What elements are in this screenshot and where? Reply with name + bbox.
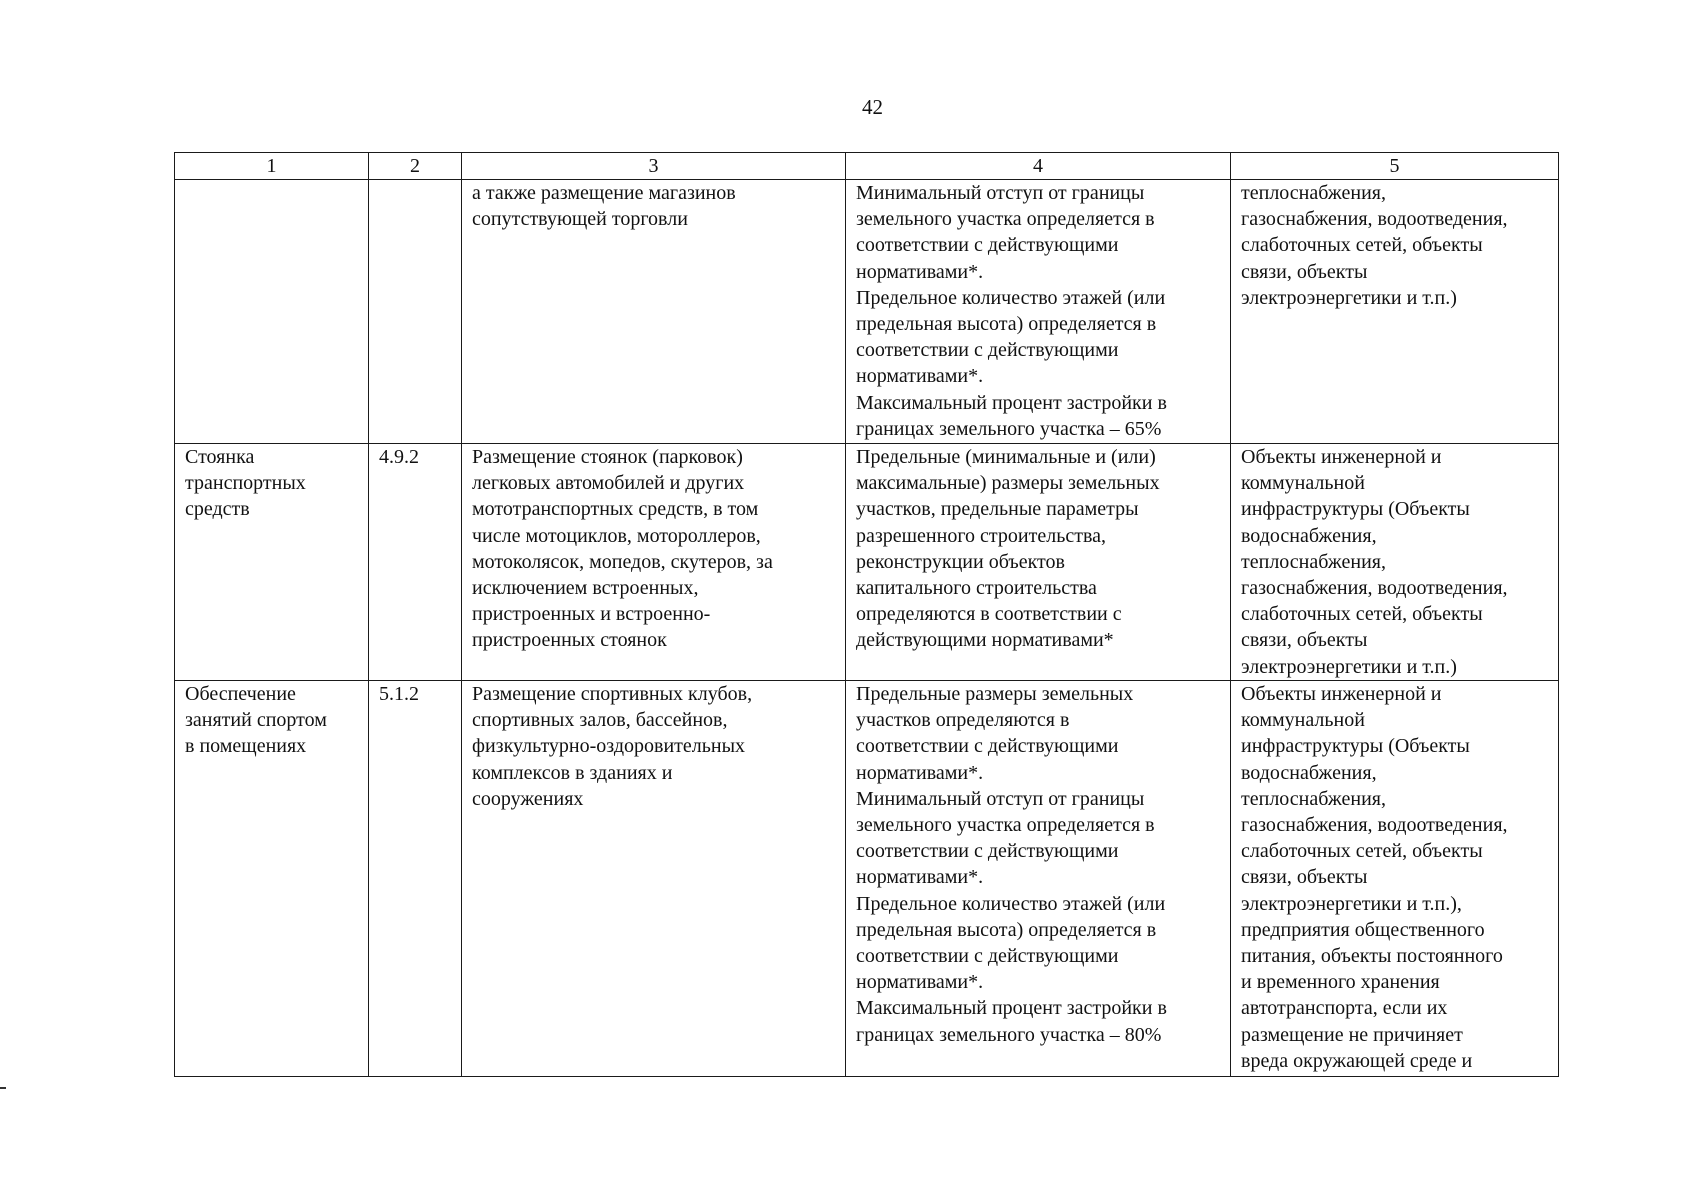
text-line: разрешенного строительства, — [856, 524, 1106, 547]
text-line: предельная высота) определяется в — [856, 918, 1157, 941]
text-line: автотранспорта, если их — [1241, 997, 1448, 1020]
text-line: физкультурно-оздоровительных — [472, 735, 746, 758]
use-name-cell — [175, 444, 369, 681]
table-header-row — [175, 153, 1559, 180]
text-line: участков, предельные параметры — [856, 498, 1139, 521]
text-line: соответствии с действующими — [856, 945, 1119, 968]
table-row — [175, 180, 1559, 444]
text-line: коммунальной — [1241, 709, 1365, 732]
parameters-cell — [846, 444, 1231, 681]
text-line: Предельное количество этажей (или — [856, 286, 1166, 309]
text-line: сооружениях — [472, 787, 584, 810]
text-line: границах земельного участка – 65% — [856, 417, 1162, 440]
text-line: средств — [185, 498, 250, 521]
text-line: Предельные (минимальные и (или) — [856, 446, 1156, 468]
parameters-text — [856, 180, 1224, 442]
text-line: нормативами*. — [856, 971, 984, 994]
text-line: Предельные размеры земельных — [856, 683, 1134, 705]
text-line: газоснабжения, водоотведения, — [1241, 208, 1508, 231]
text-line: Обеспечение — [185, 683, 296, 705]
text-line: границах земельного участка – 80% — [856, 1023, 1162, 1046]
text-line: мототранспортных средств, в том — [472, 498, 759, 521]
text-line: исключением встроенных, — [472, 577, 699, 600]
use-code-cell — [369, 681, 462, 1077]
parameters-cell — [846, 681, 1231, 1077]
text-line: водоснабжения, — [1241, 761, 1377, 784]
parameters-text — [856, 681, 1224, 1048]
text-line: легковых автомобилей и других — [472, 472, 745, 495]
scan-margin-mark — [0, 1087, 6, 1089]
text-line: размещение не причиняет — [1241, 1023, 1463, 1046]
text-line: Минимальный отступ от границы — [856, 787, 1145, 810]
text-line: нормативами*. — [856, 260, 984, 283]
auxiliary-uses-cell — [1231, 444, 1559, 681]
text-line: Предельное количество этажей (или — [856, 892, 1166, 915]
text-line: пристроенных стоянок — [472, 629, 667, 652]
text-line: Максимальный процент застройки в — [856, 997, 1167, 1020]
text-line: капитального строительства — [856, 577, 1097, 600]
text-line: коммунальной — [1241, 472, 1365, 495]
text-line: сопутствующей торговли — [472, 208, 688, 231]
text-line: связи, объекты — [1241, 260, 1368, 283]
text-line: занятий спортом — [185, 709, 327, 732]
use-name-text — [185, 444, 362, 523]
text-line: предприятия общественного — [1241, 918, 1485, 941]
use-description-text — [472, 180, 839, 232]
text-line: соответствии с действующими — [856, 234, 1119, 257]
text-line: теплоснабжения, — [1241, 550, 1386, 573]
use-description-cell — [462, 681, 846, 1077]
text-line: электроэнергетики и т.п.), — [1241, 892, 1462, 915]
use-name-cell — [175, 180, 369, 444]
text-line: Минимальный отступ от границы — [856, 182, 1145, 204]
text-line: теплоснабжения, — [1241, 182, 1386, 204]
text-line: инфраструктуры (Объекты — [1241, 498, 1470, 521]
column-header-5: 5 — [1231, 153, 1559, 180]
text-line: инфраструктуры (Объекты — [1241, 735, 1470, 758]
text-line: определяются в соответствии с — [856, 603, 1122, 626]
use-name-cell — [175, 681, 369, 1077]
use-code-text: 4.9.2 — [379, 446, 419, 468]
auxiliary-uses-cell — [1231, 681, 1559, 1077]
use-name-text — [185, 681, 362, 760]
text-line: в помещениях — [185, 735, 307, 758]
page-number: 42 — [862, 95, 883, 119]
text-line: земельного участка определяется в — [856, 208, 1155, 231]
text-line: слаботочных сетей, объекты — [1241, 840, 1483, 863]
text-line: связи, объекты — [1241, 866, 1368, 889]
use-code-text: 5.1.2 — [379, 683, 419, 705]
text-line: электроэнергетики и т.п.) — [1241, 286, 1457, 309]
text-line: питания, объекты постоянного — [1241, 945, 1503, 968]
text-line: пристроенных и встроенно- — [472, 603, 711, 626]
column-header-4: 4 — [846, 153, 1231, 180]
text-line: предельная высота) определяется в — [856, 313, 1157, 336]
text-line: Стоянка — [185, 446, 255, 468]
text-line: газоснабжения, водоотведения, — [1241, 814, 1508, 837]
text-line: нормативами*. — [856, 866, 984, 889]
column-header-1: 1 — [175, 153, 369, 180]
auxiliary-uses-text — [1241, 444, 1552, 680]
use-code-cell — [369, 444, 462, 681]
text-line: теплоснабжения, — [1241, 787, 1386, 810]
text-line: реконструкции объектов — [856, 550, 1065, 573]
text-line: электроэнергетики и т.п.) — [1241, 655, 1457, 678]
text-line: Размещение спортивных клубов, — [472, 683, 753, 705]
use-code-cell — [369, 180, 462, 444]
text-line: слаботочных сетей, объекты — [1241, 603, 1483, 626]
text-line: и временного хранения — [1241, 971, 1440, 994]
use-description-cell — [462, 180, 846, 444]
table-row — [175, 444, 1559, 681]
text-line: Объекты инженерной и — [1241, 683, 1442, 705]
text-line: связи, объекты — [1241, 629, 1368, 652]
text-line: газоснабжения, водоотведения, — [1241, 577, 1508, 600]
text-line: а также размещение магазинов — [472, 182, 736, 204]
column-header-3: 3 — [462, 153, 846, 180]
text-line: нормативами*. — [856, 761, 984, 784]
text-line: соответствии с действующими — [856, 840, 1119, 863]
table-row — [175, 681, 1559, 1077]
text-line: участков определяются в — [856, 709, 1070, 732]
text-line: Размещение стоянок (парковок) — [472, 446, 743, 468]
text-line: спортивных залов, бассейнов, — [472, 709, 728, 732]
text-line: Максимальный процент застройки в — [856, 391, 1167, 414]
auxiliary-uses-text — [1241, 180, 1552, 311]
text-line: соответствии с действующими — [856, 339, 1119, 362]
auxiliary-uses-cell — [1231, 180, 1559, 444]
text-line: нормативами*. — [856, 365, 984, 388]
text-line: Объекты инженерной и — [1241, 446, 1442, 468]
use-description-text — [472, 681, 839, 812]
use-description-cell — [462, 444, 846, 681]
column-header-2: 2 — [369, 153, 462, 180]
text-line: действующими нормативами* — [856, 629, 1114, 652]
text-line: транспортных — [185, 472, 306, 495]
text-line: слаботочных сетей, объекты — [1241, 234, 1483, 257]
text-line: максимальные) размеры земельных — [856, 472, 1160, 495]
table-body — [175, 180, 1559, 1077]
text-line: водоснабжения, — [1241, 524, 1377, 547]
text-line: комплексов в зданиях и — [472, 761, 673, 784]
auxiliary-uses-text — [1241, 681, 1552, 1074]
use-description-text — [472, 444, 839, 654]
text-line: соответствии с действующими — [856, 735, 1119, 758]
regulations-table — [174, 152, 1559, 1077]
text-line: мотоколясок, мопедов, скутеров, за — [472, 550, 773, 573]
parameters-cell — [846, 180, 1231, 444]
text-line: числе мотоциклов, мотороллеров, — [472, 524, 761, 547]
text-line: земельного участка определяется в — [856, 814, 1155, 837]
parameters-text — [856, 444, 1224, 654]
text-line: вреда окружающей среде и — [1241, 1049, 1473, 1072]
